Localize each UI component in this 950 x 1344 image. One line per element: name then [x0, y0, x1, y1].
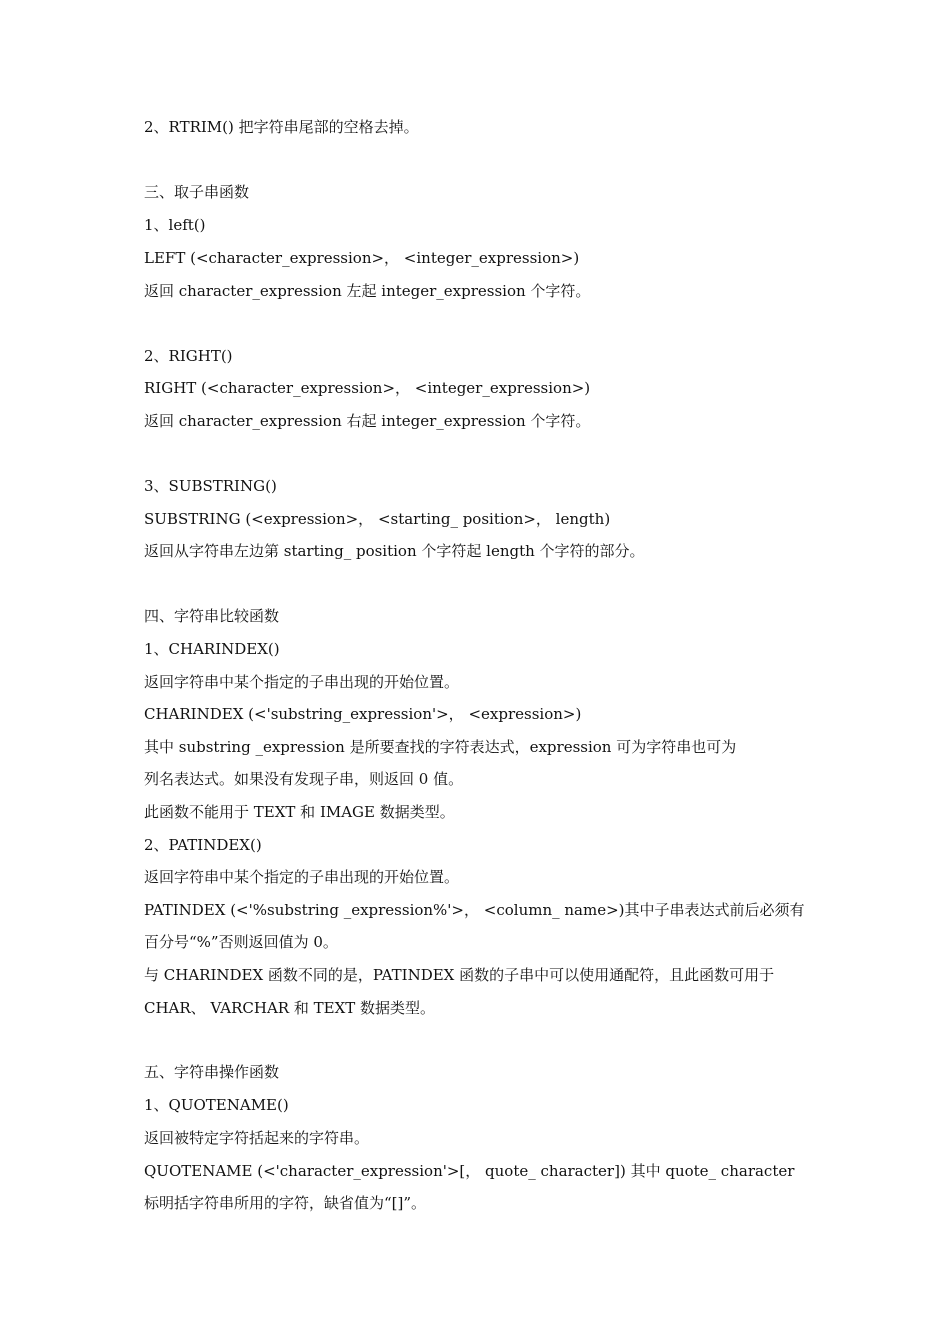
- subheading-substring: 3、SUBSTRING(): [144, 477, 277, 495]
- paragraph-patindex-line-2: 百分号“%”否则返回值为 0。: [144, 933, 338, 951]
- syntax-left: LEFT (<character_expression>， <integer_expression>): [144, 249, 580, 267]
- subheading-right: 2、RIGHT(): [144, 347, 233, 365]
- paragraph-patindex-compare-line-1: 与 CHARINDEX 函数不同的是，PATINDEX 函数的子串中可以使用通配符，且此函数可用于: [144, 966, 775, 984]
- paragraph-charindex-line-1: 其中 substring _expression 是所要查找的字符表达式，expression 可为字符串也可为: [144, 738, 737, 756]
- paragraph-patindex-compare-line-2: CHAR、 VARCHAR 和 TEXT 数据类型。: [144, 999, 436, 1017]
- description-patindex: 返回字符串中某个指定的子串出现的开始位置。: [144, 868, 460, 886]
- syntax-right: RIGHT (<character_expression>， <integer_expression>): [144, 379, 591, 397]
- section-heading-substring-functions: 三、取子串函数: [144, 183, 250, 201]
- section-heading-compare-functions: 四、字符串比较函数: [144, 607, 280, 625]
- description-quotename: 返回被特定字符括起来的字符串。: [144, 1129, 370, 1147]
- syntax-quotename: QUOTENAME (<'character_expression'>[， quote_ character]) 其中 quote_ character: [144, 1162, 795, 1180]
- subheading-quotename: 1、QUOTENAME(): [144, 1096, 289, 1114]
- paragraph-quotename-default: 标明括字符串所用的字符，缺省值为“[]”。: [144, 1194, 427, 1212]
- description-charindex: 返回字符串中某个指定的子串出现的开始位置。: [144, 673, 460, 691]
- paragraph-charindex-line-2: 列名表达式。如果没有发现子串，则返回 0 值。: [144, 770, 464, 788]
- section-heading-string-operations: 五、字符串操作函数: [144, 1063, 280, 1081]
- subheading-patindex: 2、PATINDEX(): [144, 836, 262, 854]
- description-substring: 返回从字符串左边第 starting_ position 个字符起 length 个字符的部分。: [144, 542, 645, 560]
- syntax-patindex: PATINDEX (<'%substring _expression%'>， <column_ name>)其中子串表达式前后必须有: [144, 901, 805, 919]
- paragraph-charindex-note: 此函数不能用于 TEXT 和 IMAGE 数据类型。: [144, 803, 455, 821]
- subheading-left: 1、left(): [144, 216, 206, 234]
- paragraph-rtrim: 2、RTRIM() 把字符串尾部的空格去掉。: [144, 118, 419, 136]
- description-right: 返回 character_expression 右起 integer_expression 个字符。: [144, 412, 591, 430]
- syntax-substring: SUBSTRING (<expression>， <starting_ position>， length): [144, 510, 611, 528]
- syntax-charindex: CHARINDEX (<'substring_expression'>， <expression>): [144, 705, 582, 723]
- subheading-charindex: 1、CHARINDEX(): [144, 640, 280, 658]
- description-left: 返回 character_expression 左起 integer_expression 个字符。: [144, 282, 591, 300]
